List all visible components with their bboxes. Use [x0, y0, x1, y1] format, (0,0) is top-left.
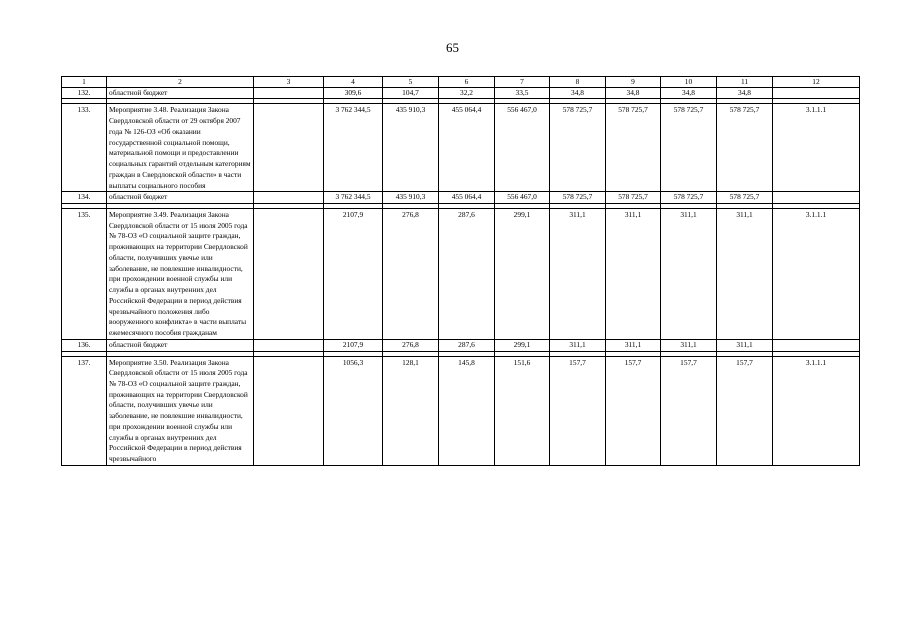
value-cell: 455 064,4	[439, 104, 495, 192]
row-number-cell: 137.	[62, 356, 107, 465]
column-3-cell	[254, 87, 324, 99]
value-cell: 34,8	[606, 87, 661, 99]
column-number: 5	[383, 77, 439, 88]
column-number: 2	[107, 77, 254, 88]
table-row	[62, 208, 860, 339]
value-cell: 1056,3	[324, 356, 383, 465]
row-name-cell: областной бюджет	[107, 339, 254, 351]
page-number: 65	[446, 40, 459, 55]
column-3-cell	[254, 339, 324, 351]
value-cell: 578 725,7	[550, 104, 606, 192]
column-number-row	[62, 77, 860, 88]
value-cell: 32,2	[439, 87, 495, 99]
column-3-cell	[254, 208, 324, 339]
value-cell: 556 467,0	[495, 104, 550, 192]
value-cell: 276,8	[383, 339, 439, 351]
row-name-cell: областной бюджет	[107, 87, 254, 99]
column-number: 7	[495, 77, 550, 88]
value-cell: 578 725,7	[606, 104, 661, 192]
column-number: 4	[324, 77, 383, 88]
target-ref-cell	[773, 339, 860, 351]
target-ref-cell	[773, 192, 860, 204]
column-number: 9	[606, 77, 661, 88]
row-number-cell: 135.	[62, 208, 107, 339]
value-cell: 578 725,7	[606, 192, 661, 204]
target-ref-cell: 3.1.1.1	[773, 104, 860, 192]
column-number: 10	[661, 77, 717, 88]
column-number: 6	[439, 77, 495, 88]
value-cell: 151,6	[495, 356, 550, 465]
value-cell: 311,1	[717, 339, 773, 351]
value-cell: 455 064,4	[439, 192, 495, 204]
value-cell: 435 910,3	[383, 104, 439, 192]
row-number-cell: 136.	[62, 339, 107, 351]
table-row	[62, 356, 860, 465]
value-cell: 311,1	[550, 339, 606, 351]
value-cell: 157,7	[606, 356, 661, 465]
target-ref-cell: 3.1.1.1	[773, 356, 860, 465]
table-body	[62, 77, 860, 466]
value-cell: 287,6	[439, 208, 495, 339]
column-3-cell	[254, 192, 324, 204]
value-cell: 311,1	[606, 339, 661, 351]
column-3-cell	[254, 356, 324, 465]
value-cell: 309,6	[324, 87, 383, 99]
value-cell: 34,8	[717, 87, 773, 99]
value-cell: 157,7	[550, 356, 606, 465]
value-cell: 276,8	[383, 208, 439, 339]
value-cell: 2107,9	[324, 339, 383, 351]
value-cell: 311,1	[661, 208, 717, 339]
row-number-cell: 134.	[62, 192, 107, 204]
target-ref-cell: 3.1.1.1	[773, 208, 860, 339]
value-cell: 3 762 344,5	[324, 104, 383, 192]
row-name-cell: областной бюджет	[107, 192, 254, 204]
column-number: 1	[62, 77, 107, 88]
value-cell: 3 762 344,5	[324, 192, 383, 204]
value-cell: 34,8	[661, 87, 717, 99]
table-row	[62, 339, 860, 351]
value-cell: 299,1	[495, 339, 550, 351]
value-cell: 311,1	[550, 208, 606, 339]
row-name-cell: Мероприятие 3.49. Реализация Закона Свердловской области от 15 июля 2005 года № 78-ОЗ «О социальной защите граждан, проживающих на территории Свердловской области, получивших увечье или заболевание, не повлекшие инвалидности, при прохождении военной службы или службы в органах внутренних дел Российской Федерации в период действия чрезвычайного положения либо вооруженного конфликта» в части выплаты ежемесячного пособия гражданам	[107, 208, 254, 339]
value-cell: 578 725,7	[717, 104, 773, 192]
value-cell: 34,8	[550, 87, 606, 99]
value-cell: 2107,9	[324, 208, 383, 339]
table-row	[62, 87, 860, 99]
value-cell: 157,7	[661, 356, 717, 465]
value-cell: 311,1	[606, 208, 661, 339]
budget-table	[61, 76, 860, 466]
column-number: 8	[550, 77, 606, 88]
row-name-cell: Мероприятие 3.48. Реализация Закона Свердловской области от 29 октября 2007 года № 126-ОЗ «Об оказании государственной социальной помощи, материальной помощи и предоставлении социальных гарантий отдельным категориям граждан в Свердловской области» в части выплаты социального пособия	[107, 104, 254, 192]
row-number-cell: 133.	[62, 104, 107, 192]
table-row	[62, 192, 860, 204]
row-number-cell: 132.	[62, 87, 107, 99]
column-number: 12	[773, 77, 860, 88]
value-cell: 145,8	[439, 356, 495, 465]
value-cell: 287,6	[439, 339, 495, 351]
column-number: 3	[254, 77, 324, 88]
value-cell: 578 725,7	[717, 192, 773, 204]
value-cell: 578 725,7	[661, 192, 717, 204]
value-cell: 311,1	[717, 208, 773, 339]
value-cell: 104,7	[383, 87, 439, 99]
table-row	[62, 104, 860, 192]
column-3-cell	[254, 104, 324, 192]
value-cell: 556 467,0	[495, 192, 550, 204]
value-cell: 33,5	[495, 87, 550, 99]
row-name-cell: Мероприятие 3.50. Реализация Закона Свердловской области от 15 июля 2005 года № 78-ОЗ «О социальной защите граждан, проживающих на территории Свердловской области, получивших увечье или заболевание, не повлекшие инвалидности, при прохождении военной службы или службы в органах внутренних дел Российской Федерации в период действия чрезвычайного	[107, 356, 254, 465]
value-cell: 578 725,7	[550, 192, 606, 204]
target-ref-cell	[773, 87, 860, 99]
value-cell: 578 725,7	[661, 104, 717, 192]
column-number: 11	[717, 77, 773, 88]
value-cell: 299,1	[495, 208, 550, 339]
value-cell: 157,7	[717, 356, 773, 465]
value-cell: 128,1	[383, 356, 439, 465]
value-cell: 435 910,3	[383, 192, 439, 204]
value-cell: 311,1	[661, 339, 717, 351]
